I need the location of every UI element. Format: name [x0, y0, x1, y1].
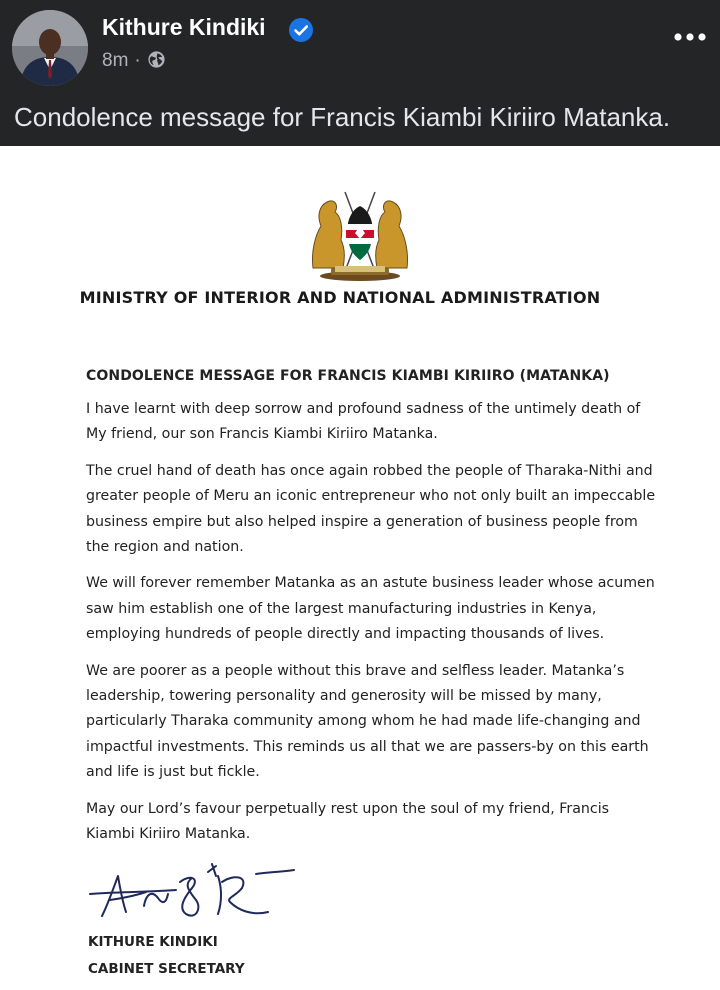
letter-paragraph: The cruel hand of death has once again robbed the people of Tharaka-Nithi and greater people of Meru an iconic entrepreneur who not only built an impeccable business empire but also helped inspire a generation of business people from the region and nation.: [86, 462, 656, 556]
author-name[interactable]: Kithure Kindiki: [102, 14, 266, 40]
handwritten-signature: [88, 854, 298, 930]
meta-separator: ·: [134, 50, 141, 71]
letter-paragraph: We will forever remember Matanka as an astute business leader whose acumen saw him establish one of the largest manufacturing industries in Kenya, employing hundreds of people directly and impacting thousands of lives.: [86, 575, 655, 643]
post-time[interactable]: 8m: [102, 50, 129, 71]
signer-title: CABINET SECRETARY: [88, 961, 245, 977]
kenya-coat-of-arms-icon: [305, 186, 415, 282]
letter-body: [86, 368, 656, 859]
post-header: [0, 0, 720, 146]
verified-badge-icon: [288, 17, 314, 43]
post-meta: [102, 50, 166, 72]
letter-paragraph: We are poorer as a people without this brave and selfless leader. Matanka’s leadership, towering personality and generosity will be missed by many, particularly Tharaka community among whom he had made life-changing and impactful investments. This reminds us all that we are passers-by on this earth and life is just but fickle.: [86, 662, 649, 781]
author-avatar[interactable]: [12, 10, 88, 86]
letter-subject: CONDOLENCE MESSAGE FOR FRANCIS KIAMBI KIRIIRO (MATANKA): [86, 368, 610, 384]
ministry-heading: MINISTRY OF INTERIOR AND NATIONAL ADMINISTRATION: [79, 288, 601, 307]
condolence-letter-image[interactable]: [0, 146, 720, 990]
letter-paragraph: I have learnt with deep sorrow and profound sadness of the untimely death of My friend, our son Francis Kiambi Kiriiro Matanka.: [86, 401, 641, 443]
letter-paragraph: May our Lord’s favour perpetually rest upon the soul of my friend, Francis Kiambi Kiriiro Matanka.: [86, 800, 610, 843]
signer-name: KITHURE KINDIKI: [88, 934, 218, 950]
globe-icon[interactable]: [147, 50, 166, 69]
post-text: Condolence message for Francis Kiambi Kiriiro Matanka.: [14, 102, 671, 132]
more-options-icon[interactable]: [672, 24, 708, 50]
